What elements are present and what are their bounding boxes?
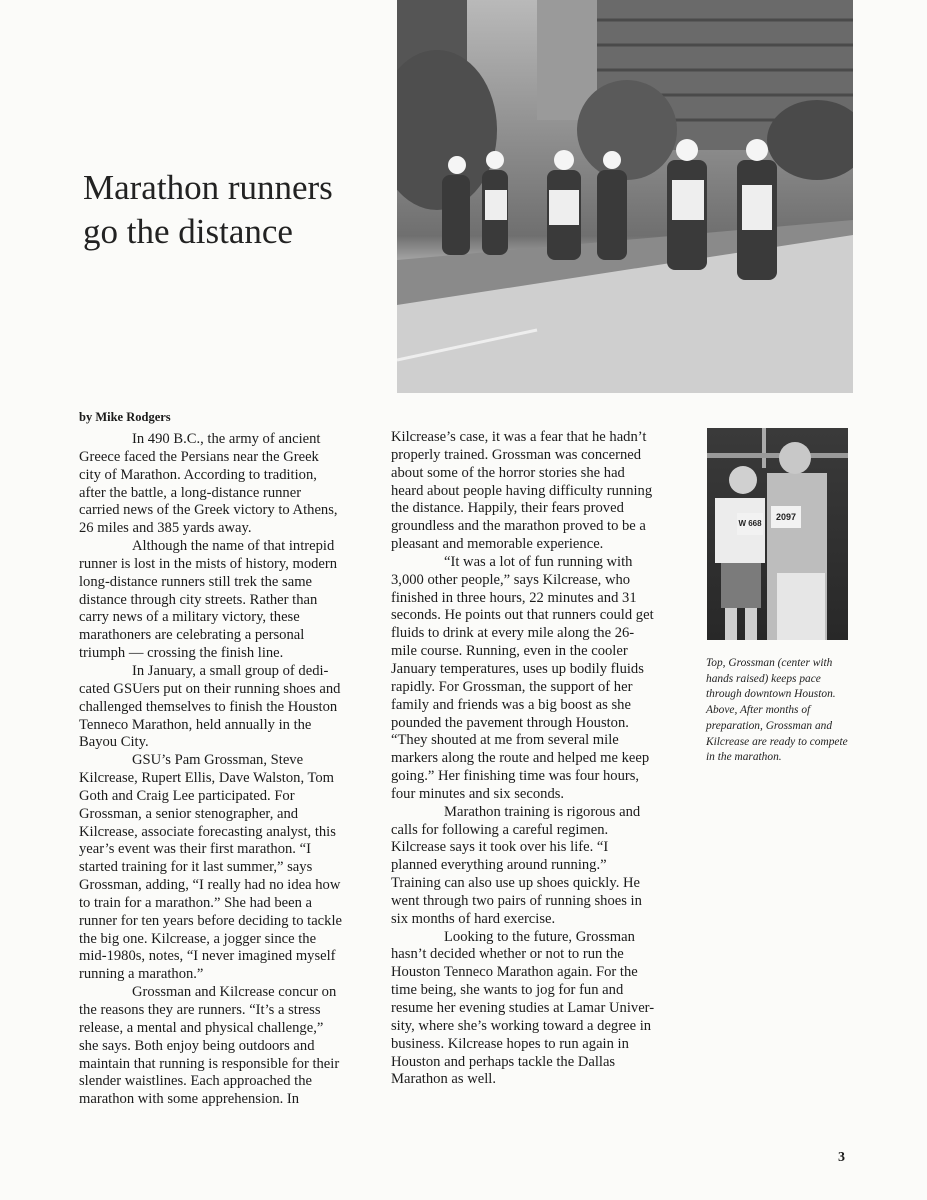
text-line: challenged themselves to finish the Houston [79, 698, 338, 715]
title-line-2: go the distance [83, 212, 293, 251]
text-line: mid-1980s, notes, “I never imagined myself [79, 948, 336, 965]
bib-number: W 668 [737, 513, 763, 535]
text-line: heard about people having difficulty running [391, 482, 653, 499]
text-line: marathoners are celebrating a personal [79, 627, 305, 644]
text-line: the reasons they are runners. “It’s a stress [79, 1002, 321, 1018]
text-line: business. Kilcrease hopes to run again in [391, 1035, 629, 1052]
text-line: Kilcrease, associate forecasting analyst, this [79, 823, 336, 840]
text-line: started training for it last summer,” says [79, 859, 313, 876]
article-title [83, 166, 333, 254]
text-line: runner for ten years before deciding to tackle [79, 912, 342, 929]
text-line: Kilcrease says it took over his life. “I [391, 839, 609, 856]
text-line: going.” Her finishing time was four hours, [391, 768, 640, 785]
text-line: Grossman, a senior stenographer, and [79, 805, 299, 822]
text-line: she says. Both enjoy being outdoors and [79, 1037, 315, 1054]
text-line: went through two pairs of running shoes in [391, 892, 642, 909]
text-line: In 490 B.C., the army of ancient [132, 431, 321, 447]
text-line: Kilcrease’s case, it was a fear that he hadn’t [391, 429, 647, 445]
text-line: In January, a small group of dedi- [132, 662, 329, 679]
text-line: time being, she wants to jog for fun and [391, 982, 624, 999]
photo-caption: Top, Grossman (center with hands raised) keeps pace through downtown Houston. Above, After months of preparation, Grossman and Kilcrease are ready to compete in the marathon. [706, 657, 848, 764]
text-line: cated GSUers put on their running shoes and [79, 680, 341, 697]
text-line: rapidly. For Grossman, the support of her [391, 678, 633, 695]
text-line: Tenneco Marathon, held annually in the [79, 716, 312, 733]
text-line: planned everything around running.” [391, 857, 607, 874]
text-line: Bayou City. [79, 734, 149, 751]
text-line: running a marathon.” [79, 966, 204, 983]
text-line: long-distance runners still trek the same [79, 573, 313, 590]
text-line: after the battle, a long-distance runner [79, 484, 302, 501]
title-line-1: Marathon runners [83, 168, 333, 207]
text-line: four minutes and six seconds. [391, 785, 565, 802]
article-column-1 [79, 431, 384, 1109]
text-line: markers along the route and helped me keep [391, 750, 650, 767]
text-line: “They shouted at me from several mile [391, 732, 619, 749]
text-line: Kilcrease, Rupert Ellis, Dave Walston, Tom [79, 770, 335, 787]
text-line: triumph — crossing the finish line. [79, 645, 284, 662]
text-line: hasn’t decided whether or not to run the [391, 946, 624, 963]
text-line: Marathon as well. [391, 1071, 496, 1088]
text-line: to train for a marathon.” She had been a [79, 894, 313, 911]
article-column-2 [391, 429, 696, 1089]
text-line: calls for following a careful regimen. [391, 821, 609, 838]
byline: by Mike Rodgers [79, 410, 171, 424]
text-line: Houston Tenneco Marathon again. For the [391, 964, 638, 981]
text-line: city of Marathon. According to tradition, [79, 466, 317, 483]
text-line: pounded the pavement through Houston. [391, 714, 629, 731]
text-line: release, a mental and physical challenge,” [79, 1019, 324, 1036]
text-line: family and friends was a big boost as she [391, 696, 631, 713]
text-line: 3,000 other people,” says Kilcrease, who [391, 571, 631, 588]
text-line: Although the name of that intrepid [132, 538, 335, 555]
text-line: 26 miles and 385 yards away. [79, 520, 252, 537]
text-line: GSU’s Pam Grossman, Steve [132, 752, 304, 769]
text-line: pleasant and memorable experience. [391, 536, 604, 553]
text-line: properly trained. Grossman was concerned [391, 446, 642, 463]
text-line: runner is lost in the mists of history, modern [79, 555, 338, 572]
grossman-kilcrease-photo [707, 428, 848, 640]
text-line: resume her evening studies at Lamar Univer- [391, 1000, 655, 1016]
text-line: fluids to drink at every mile along the 26- [391, 625, 635, 642]
text-line: Greece faced the Persians near the Greek [79, 448, 319, 465]
marathon-runners-photo [397, 0, 853, 393]
text-line: Training can also use up shoes quickly. He [391, 875, 641, 892]
page-number: 3 [838, 1150, 845, 1165]
text-line: “It was a lot of fun running with [444, 553, 633, 570]
text-line: Marathon training is rigorous and [444, 803, 641, 820]
text-line: Grossman, adding, “I really had no idea how [79, 877, 341, 894]
text-line: carry news of a military victory, these [79, 609, 300, 626]
text-line: about some of the horror stories she had [391, 464, 625, 481]
bib-number: 2097 [771, 506, 801, 528]
text-line: the big one. Kilcrease, a jogger since the [79, 930, 317, 947]
text-line: finished in three hours, 22 minutes and 31 [391, 589, 637, 606]
text-line: the distance. Happily, their fears proved [391, 500, 624, 517]
text-line: January temperatures, uses up bodily fluids [391, 660, 644, 677]
text-line: six months of hard exercise. [391, 910, 556, 927]
text-line: Grossman and Kilcrease concur on [132, 984, 337, 1001]
text-line: mile course. Running, even in the cooler [391, 643, 628, 660]
text-line: carried news of the Greek victory to Athens, [79, 502, 338, 519]
text-line: maintain that running is responsible for their [79, 1055, 340, 1072]
text-line: marathon with some apprehension. In [79, 1091, 300, 1108]
text-line: Houston and perhaps tackle the Dallas [391, 1053, 616, 1070]
text-line: slender waistlines. Each approached the [79, 1073, 313, 1090]
text-line: sity, where she’s working toward a degree in [391, 1017, 652, 1034]
text-line: year’s event was their first marathon. “I [79, 841, 311, 858]
text-line: Looking to the future, Grossman [444, 928, 635, 945]
text-line: seconds. He points out that runners could get [391, 607, 654, 624]
text-line: groundless and the marathon proved to be a [391, 518, 646, 535]
text-line: Goth and Craig Lee participated. For [79, 787, 295, 804]
text-line: distance through city streets. Rather than [79, 591, 318, 608]
